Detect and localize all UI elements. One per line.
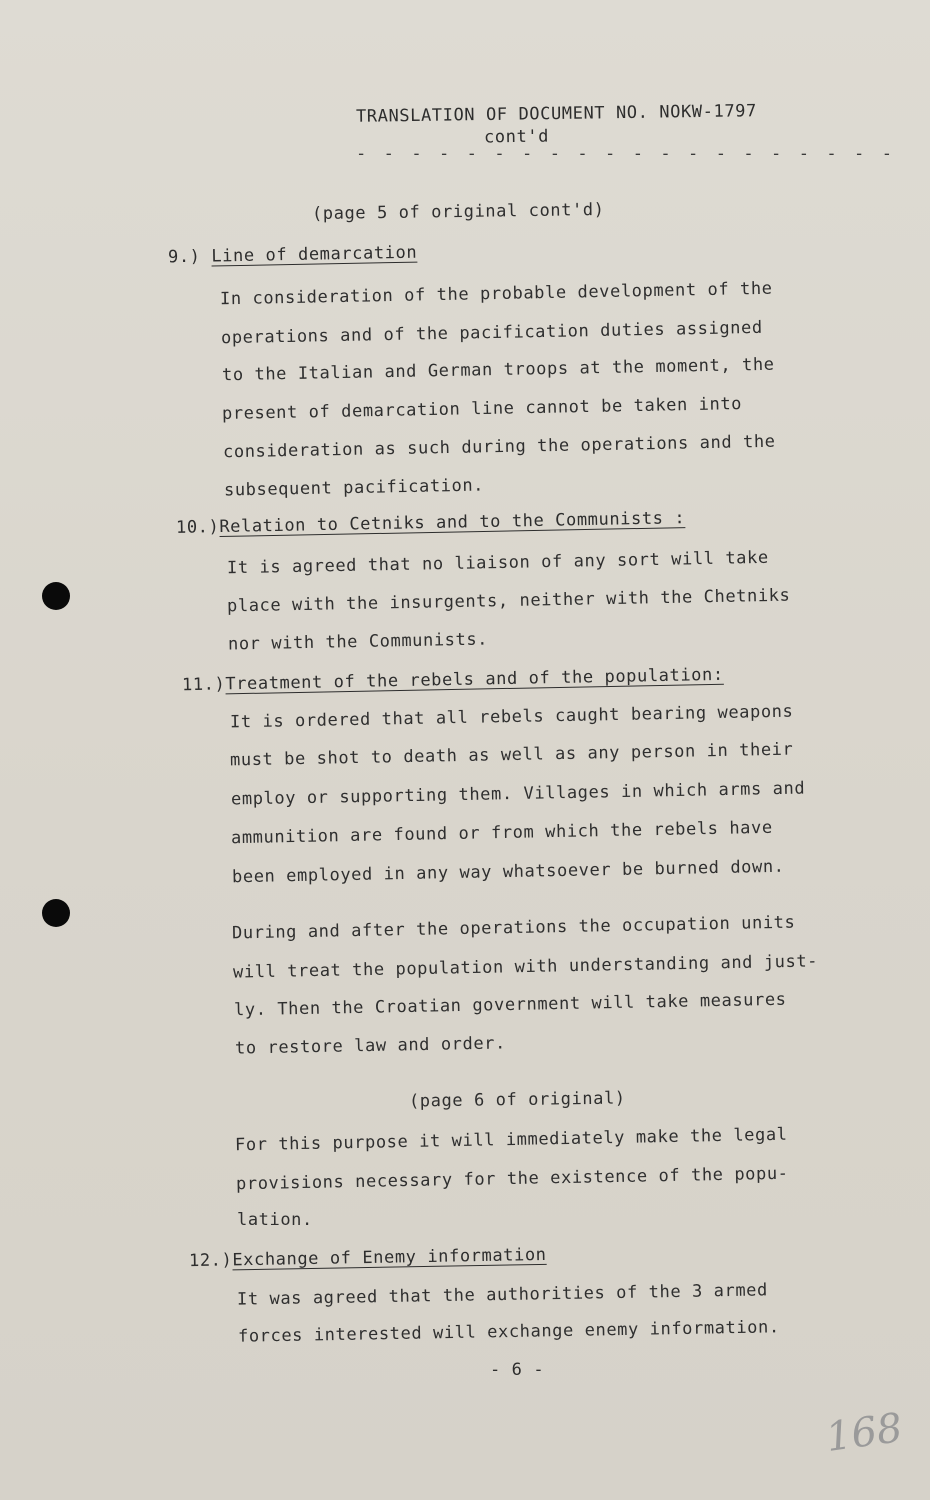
page-note-page-6: (page 6 of original): [408, 1088, 626, 1112]
continuation-line: lation.: [237, 1210, 313, 1230]
continuation-line: provisions necessary for the existence of the popu-: [235, 1163, 789, 1195]
section-9-line: In consideration of the probable development of the: [219, 278, 773, 310]
section-9-line: to the Italian and German troops at the moment, the: [221, 354, 775, 386]
section-10-line: place with the insurgents, neither with the Chetniks: [226, 585, 791, 617]
page-note-top: (page 5 of original cont'd): [311, 199, 605, 225]
section-number: 11.): [181, 674, 226, 696]
section-11-line: employ or supporting them. Villages in which arms and: [230, 778, 806, 810]
section-11-line: must be shot to death as well as any person in their: [229, 739, 794, 771]
section-12-line: It was agreed that the authorities of the 3 armed: [236, 1280, 769, 1310]
section-12-line: forces interested will exchange enemy information.: [237, 1317, 780, 1347]
section-10-line: nor with the Communists.: [227, 629, 489, 655]
section-title: Exchange of Enemy information: [232, 1244, 547, 1271]
section-title: Line of demarcation: [211, 242, 418, 267]
section-10-line: It is agreed that no liaison of any sort will take: [226, 547, 769, 579]
section-11-line: will treat the population with understanding and just-: [232, 951, 819, 983]
section-number: 10.): [175, 517, 220, 538]
page-number: - 6 -: [490, 1360, 545, 1380]
handwritten-folio-number: 168: [823, 1404, 906, 1462]
header-rule: - - - - - - - - - - - - - - - - - - - -: [356, 144, 896, 164]
section-11-line: been employed in any way whatsoever be burned down.: [231, 856, 785, 888]
document-subtitle: cont'd: [483, 126, 550, 148]
section-9-line: consideration as such during the operations and the: [222, 431, 776, 463]
section-11-heading: [182, 665, 724, 695]
section-11-line: ammunition are found or from which the rebels have: [230, 817, 773, 849]
section-9-heading: [168, 243, 418, 268]
section-9-line: subsequent pacification.: [223, 475, 485, 501]
section-9-line: operations and of the pacification duties assigned: [220, 317, 763, 349]
section-number: 9.): [167, 246, 201, 268]
punch-hole-top: [42, 582, 70, 610]
section-number: 12.): [188, 1250, 233, 1272]
section-title: Relation to Cetniks and to the Communists :: [219, 508, 686, 538]
continuation-line: For this purpose it will immediately make the legal: [234, 1124, 788, 1156]
section-10-heading: [176, 508, 686, 538]
punch-hole-bottom: [42, 899, 70, 927]
section-12-heading: [189, 1245, 547, 1271]
section-11-line: ly. Then the Croatian government will take measures: [233, 989, 787, 1021]
document-title: TRANSLATION OF DOCUMENT NO. NOKW-1797: [355, 101, 758, 127]
section-11-line: to restore law and order.: [234, 1033, 507, 1059]
section-11-line: It is ordered that all rebels caught bearing weapons: [229, 701, 794, 733]
section-11-line: During and after the operations the occupation units: [231, 912, 796, 944]
section-9-line: present of demarcation line cannot be taken into: [221, 394, 743, 424]
section-title: Treatment of the rebels and of the population:: [225, 664, 724, 695]
